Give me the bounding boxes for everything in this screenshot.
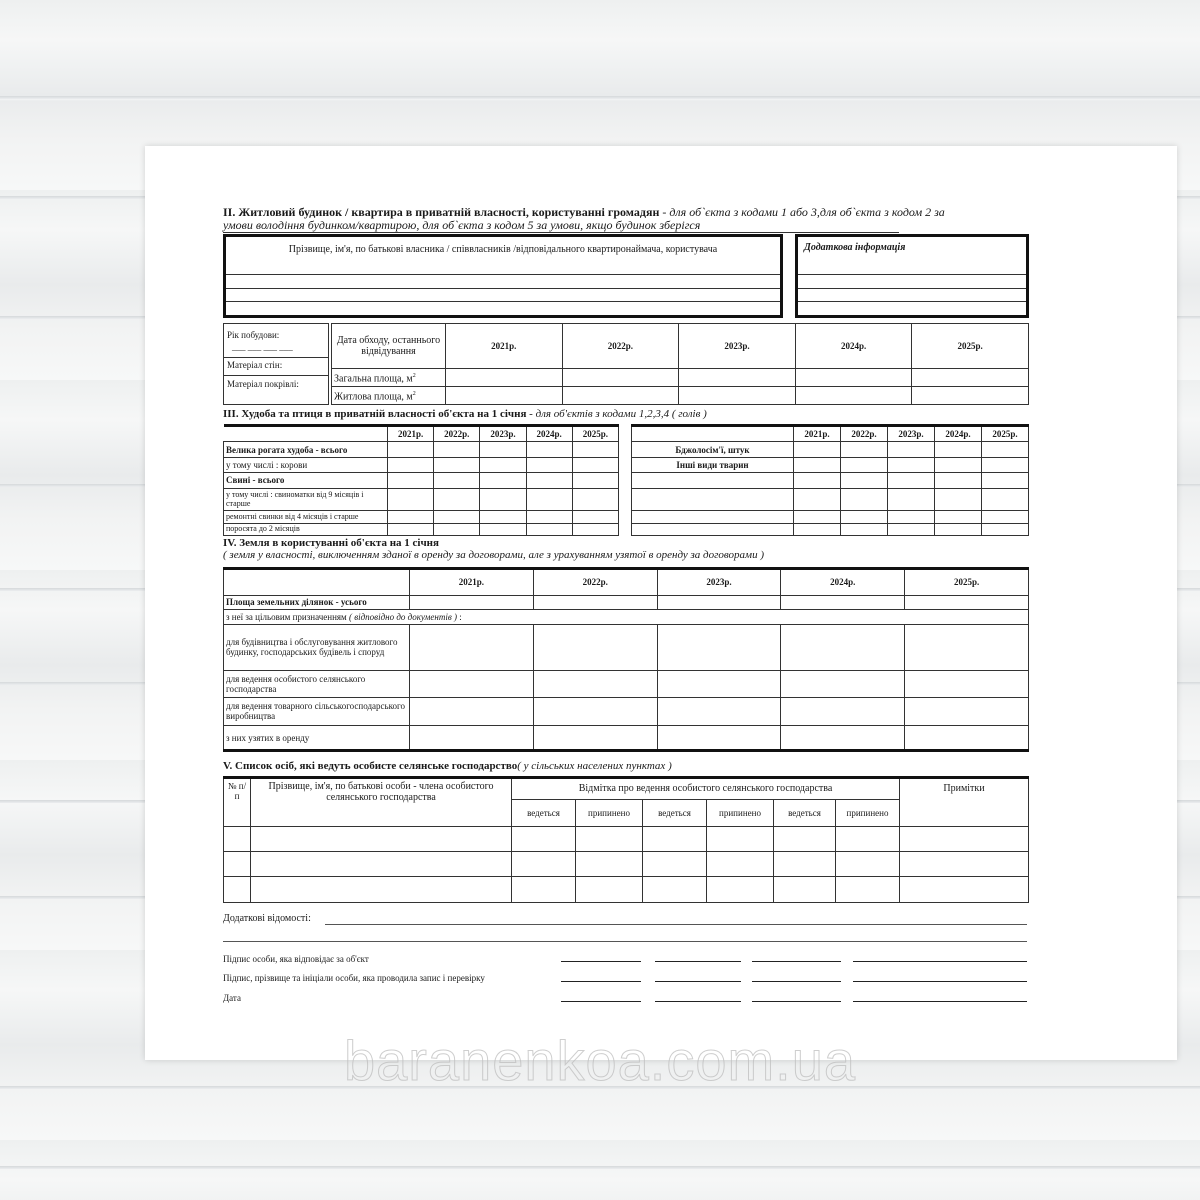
- living-area-label: [332, 387, 446, 405]
- cell[interactable]: [434, 523, 480, 535]
- form-sheet: [145, 146, 1177, 1060]
- row-label: [632, 523, 794, 535]
- cell[interactable]: [982, 473, 1029, 488]
- row-label: у тому числі : свиноматки від 9 місяців і старше: [224, 488, 388, 511]
- cell[interactable]: [935, 442, 982, 457]
- cell[interactable]: [388, 473, 434, 488]
- total-area-label: [332, 369, 446, 387]
- extra-info-line: [798, 288, 1026, 289]
- year-header: 2024р.: [781, 569, 905, 596]
- sec2-title-note: - для об`єкта з кодами 1 або 3,для об`єкта з кодом 2 за: [659, 205, 945, 219]
- signature-line[interactable]: [853, 961, 1027, 962]
- sub-col-header: ведеться: [774, 800, 836, 826]
- year-header: 2021р.: [446, 324, 563, 369]
- year-header: 2023р.: [888, 426, 935, 442]
- table-row: [224, 852, 1029, 876]
- cell[interactable]: [679, 387, 796, 405]
- extra-info-footer-line[interactable]: [223, 941, 1027, 942]
- cell[interactable]: [388, 488, 434, 511]
- sec2-title-note-2: умови володіння будинком/квартирою, для об`єкта з кодом 5 за умови, якщо будинок зберігся: [223, 218, 701, 232]
- cell[interactable]: [982, 511, 1029, 523]
- wall-material-label: Матеріал стін:: [227, 360, 283, 370]
- owners-box: [223, 234, 783, 318]
- year-header: 2025р.: [905, 569, 1029, 596]
- owners-line: [226, 274, 780, 275]
- cell[interactable]: [888, 488, 935, 511]
- table-row: [224, 826, 1029, 851]
- cell[interactable]: [224, 852, 251, 876]
- sec5-title-bold: V. Список осіб, які ведуть особисте селянське господарство: [223, 760, 518, 772]
- cell[interactable]: [657, 624, 781, 670]
- cell[interactable]: [512, 852, 576, 876]
- cell[interactable]: [935, 473, 982, 488]
- cell[interactable]: [774, 826, 836, 851]
- cell[interactable]: [912, 369, 1029, 387]
- sec4-title: [223, 537, 1023, 561]
- superscript: 2: [412, 390, 416, 397]
- cell[interactable]: [905, 697, 1029, 726]
- cell[interactable]: [888, 442, 935, 457]
- cell[interactable]: [224, 876, 251, 902]
- cell[interactable]: [657, 697, 781, 726]
- year-header: 2022р.: [434, 426, 480, 442]
- sec2-title-bold: II. Житловий будинок / квартира в приватній власності, користуванні громадян: [223, 205, 660, 219]
- cell[interactable]: [774, 852, 836, 876]
- row-label: для ведення особистого селянського господарства: [224, 670, 410, 697]
- signature-line[interactable]: [853, 1001, 1027, 1002]
- row-label: Бджолосім'ї, штук: [632, 442, 794, 457]
- roof-material-label: Матеріал покрівлі:: [227, 379, 299, 389]
- cell[interactable]: [774, 876, 836, 902]
- cell[interactable]: [781, 726, 905, 751]
- signature-line[interactable]: [752, 961, 841, 962]
- cell[interactable]: [836, 826, 900, 851]
- cell[interactable]: [410, 595, 534, 609]
- row-label: Площа земельних ділянок - усього: [224, 595, 410, 609]
- sub-col-header: припинено: [836, 800, 900, 826]
- cell[interactable]: [224, 826, 251, 851]
- cell[interactable]: [935, 488, 982, 511]
- date-label: Дата: [223, 993, 241, 1003]
- cell[interactable]: [781, 670, 905, 697]
- cell[interactable]: [480, 473, 526, 488]
- year-header: 2022р.: [841, 426, 888, 442]
- sec4-title-bold: IV. Земля в користуванні об'єкта на 1 січня: [223, 537, 439, 549]
- cell[interactable]: [836, 852, 900, 876]
- cell[interactable]: [480, 488, 526, 511]
- sec2-title: [223, 206, 1123, 232]
- sec3-title-note: - для об'єктів з кодами 1,2,3,4 ( голів ): [526, 408, 707, 420]
- col-num-header: № п/п: [224, 778, 251, 827]
- row-label: для будівництва і обслуговування житлового будинку, господарських будівель і споруд: [224, 624, 410, 670]
- cell[interactable]: [251, 826, 512, 851]
- cell[interactable]: [533, 726, 657, 751]
- row-label: ремонтні свинки від 4 місяців і старше: [224, 511, 388, 523]
- sec3-title-bold: III. Худоба та птиця в приватній власності об'єкта на 1 січня: [223, 408, 527, 420]
- cell[interactable]: [794, 457, 841, 472]
- signature-line[interactable]: [561, 1001, 641, 1002]
- sub-col-header: припинено: [707, 800, 774, 826]
- sub-col-header: припинено: [576, 800, 643, 826]
- cell[interactable]: [841, 511, 888, 523]
- corner-cell: [224, 426, 388, 442]
- extra-info-line: [798, 301, 1026, 302]
- cell[interactable]: [388, 457, 434, 472]
- cell[interactable]: [576, 876, 643, 902]
- cell[interactable]: [576, 826, 643, 851]
- year-built-blank: ___ ___ ___ ___: [232, 342, 293, 352]
- cell[interactable]: [982, 488, 1029, 511]
- sec2-title-underline: [223, 232, 899, 233]
- cell[interactable]: [410, 624, 534, 670]
- extra-info-footer-line[interactable]: [325, 924, 1027, 925]
- sec3-title: [223, 408, 1023, 420]
- persons-table: [223, 776, 1029, 903]
- extra-info-label: Додаткова інформація: [804, 242, 906, 253]
- watermark: baranenkoa.com.ua: [343, 1029, 856, 1092]
- cell[interactable]: [794, 442, 841, 457]
- row-label: поросята до 2 місяців: [224, 523, 388, 535]
- signature-line[interactable]: [655, 961, 741, 962]
- cell[interactable]: [446, 387, 563, 405]
- cell[interactable]: [251, 852, 512, 876]
- cell[interactable]: [410, 670, 534, 697]
- living-area-text: Житлова площа, м: [334, 391, 413, 403]
- row-label: для ведення товарного сільськогосподарського виробництва: [224, 697, 410, 726]
- year-header: 2024р.: [526, 426, 572, 442]
- cell[interactable]: [905, 595, 1029, 609]
- sec5-title: [223, 760, 1023, 772]
- purpose-label: з неї за цільовим призначенням: [226, 611, 347, 622]
- owners-header: Прізвище, ім'я, по батькові власника / співвласників /відповідального квартиронаймача, користувача: [288, 244, 718, 255]
- year-header: 2025р.: [572, 426, 618, 442]
- year-header: 2022р.: [562, 324, 679, 369]
- extra-info-line: [798, 274, 1026, 275]
- cell[interactable]: [781, 595, 905, 609]
- cell[interactable]: [526, 457, 572, 472]
- cell[interactable]: [841, 488, 888, 511]
- cell[interactable]: [900, 876, 1029, 902]
- cell[interactable]: [562, 369, 679, 387]
- cell[interactable]: [905, 670, 1029, 697]
- signature-line[interactable]: [752, 1001, 841, 1002]
- cell[interactable]: [643, 826, 707, 851]
- cell[interactable]: [905, 624, 1029, 670]
- cell[interactable]: [657, 670, 781, 697]
- cell[interactable]: [576, 852, 643, 876]
- cell[interactable]: [794, 511, 841, 523]
- cell[interactable]: [446, 369, 563, 387]
- land-table: [223, 567, 1029, 752]
- cell[interactable]: [935, 523, 982, 535]
- livestock-table-right: [631, 424, 1029, 536]
- cell[interactable]: [526, 511, 572, 523]
- cell[interactable]: [526, 523, 572, 535]
- sig1-label: Підпис особи, яка відповідає за об'єкт: [223, 954, 369, 964]
- year-header: 2021р.: [388, 426, 434, 442]
- cell[interactable]: [707, 826, 774, 851]
- table-row: [224, 876, 1029, 902]
- cell[interactable]: [480, 511, 526, 523]
- cell[interactable]: [781, 697, 905, 726]
- row-label: [632, 488, 794, 511]
- corner-cell: [224, 569, 410, 596]
- cell[interactable]: [935, 511, 982, 523]
- cell[interactable]: [657, 726, 781, 751]
- cell[interactable]: [480, 523, 526, 535]
- row-label: Свині - всього: [224, 473, 388, 488]
- cell[interactable]: [533, 624, 657, 670]
- cell[interactable]: [841, 523, 888, 535]
- area-table: [331, 323, 1029, 405]
- wood-plank-seam: [0, 96, 1200, 99]
- cell[interactable]: [982, 442, 1029, 457]
- signature-line[interactable]: [655, 1001, 741, 1002]
- cell[interactable]: [841, 473, 888, 488]
- signature-line[interactable]: [561, 961, 641, 962]
- cell[interactable]: [410, 726, 534, 751]
- row-label: з них узятих в оренду: [224, 726, 410, 751]
- cell[interactable]: [572, 473, 618, 488]
- cell[interactable]: [888, 457, 935, 472]
- col-notes-header: Примітки: [900, 778, 1029, 827]
- cell[interactable]: [657, 595, 781, 609]
- cell[interactable]: [434, 442, 480, 457]
- cell[interactable]: [643, 852, 707, 876]
- col-name-header: Прізвище, ім'я, по батькові особи - члена особистого селянського господарства: [251, 778, 512, 827]
- cell[interactable]: [707, 876, 774, 902]
- year-header: 2021р.: [794, 426, 841, 442]
- livestock-table-left: [223, 424, 619, 536]
- cell[interactable]: [434, 511, 480, 523]
- cell[interactable]: [512, 826, 576, 851]
- cell[interactable]: [533, 670, 657, 697]
- cell[interactable]: [982, 457, 1029, 472]
- cell[interactable]: [572, 457, 618, 472]
- cell[interactable]: [707, 852, 774, 876]
- year-header: 2024р.: [935, 426, 982, 442]
- cell[interactable]: [526, 473, 572, 488]
- signature-line[interactable]: [655, 981, 741, 982]
- owners-line: [226, 301, 780, 302]
- purpose-colon: :: [457, 611, 462, 622]
- sec5-title-note: ( у сільських населених пунктах ): [517, 760, 672, 772]
- year-header: 2023р.: [480, 426, 526, 442]
- cell[interactable]: [572, 442, 618, 457]
- cell[interactable]: [526, 442, 572, 457]
- cell[interactable]: [912, 387, 1029, 405]
- cell[interactable]: [795, 387, 912, 405]
- cell[interactable]: [533, 697, 657, 726]
- cell[interactable]: [836, 876, 900, 902]
- cell[interactable]: [795, 369, 912, 387]
- superscript: 2: [412, 372, 416, 379]
- row-label: [632, 473, 794, 488]
- year-header: 2024р.: [795, 324, 912, 369]
- cell[interactable]: [841, 457, 888, 472]
- visit-date-header: Дата обходу, останнього відвідування: [332, 324, 446, 369]
- cell[interactable]: [888, 511, 935, 523]
- cell[interactable]: [900, 852, 1029, 876]
- sub-col-header: ведеться: [643, 800, 707, 826]
- total-area-text: Загальна площа, м: [334, 373, 413, 385]
- cell[interactable]: [794, 523, 841, 535]
- cell[interactable]: [410, 697, 534, 726]
- cell[interactable]: [905, 726, 1029, 751]
- cell[interactable]: [643, 876, 707, 902]
- cell[interactable]: [794, 488, 841, 511]
- cell[interactable]: [251, 876, 512, 902]
- purpose-note: ( відповідно до документів ): [348, 611, 458, 622]
- cell[interactable]: [841, 442, 888, 457]
- cell[interactable]: [572, 488, 618, 511]
- signature-line[interactable]: [853, 981, 1027, 982]
- purpose-row: [224, 610, 1029, 624]
- cell[interactable]: [388, 442, 434, 457]
- owners-line: [226, 288, 780, 289]
- cell[interactable]: [388, 523, 434, 535]
- cell[interactable]: [679, 369, 796, 387]
- sig2-label: Підпис, прізвище та ініціали особи, яка проводила запис і перевірку: [223, 973, 485, 983]
- wood-plank-seam: [0, 1166, 1200, 1169]
- row-label: Інші види тварин: [632, 457, 794, 472]
- year-header: 2021р.: [410, 569, 534, 596]
- sub-col-header: ведеться: [512, 800, 576, 826]
- extra-info-box: [795, 234, 1029, 318]
- cell[interactable]: [434, 457, 480, 472]
- year-header: 2023р.: [657, 569, 781, 596]
- cell[interactable]: [572, 523, 618, 535]
- sec4-subtitle: ( земля у власності, виключенням зданої в оренду за договорами, але з урахуванням узятої в оренду за договорами ): [223, 549, 764, 561]
- signature-line[interactable]: [561, 981, 641, 982]
- signature-line[interactable]: [752, 981, 841, 982]
- year-header: 2022р.: [533, 569, 657, 596]
- row-label: Велика рогата худоба - всього: [224, 442, 388, 457]
- cell[interactable]: [480, 442, 526, 457]
- cell[interactable]: [888, 523, 935, 535]
- cell[interactable]: [434, 488, 480, 511]
- cell[interactable]: [888, 473, 935, 488]
- year-built-label: Рік побудови:: [227, 330, 280, 340]
- cell[interactable]: [935, 457, 982, 472]
- divider: [224, 357, 328, 358]
- cell[interactable]: [572, 511, 618, 523]
- cell[interactable]: [512, 876, 576, 902]
- cell[interactable]: [794, 473, 841, 488]
- corner-cell: [632, 426, 794, 442]
- year-header: 2023р.: [679, 324, 796, 369]
- cell[interactable]: [388, 511, 434, 523]
- building-info-box: [223, 323, 329, 405]
- year-header: 2025р.: [912, 324, 1029, 369]
- row-label: [632, 511, 794, 523]
- extra-info-footer-label: Додаткові відомості:: [223, 913, 311, 924]
- cell[interactable]: [562, 387, 679, 405]
- cell[interactable]: [526, 488, 572, 511]
- col-mark-header: Відмітка про ведення особистого селянського господарства: [512, 778, 900, 800]
- cell[interactable]: [982, 523, 1029, 535]
- cell[interactable]: [480, 457, 526, 472]
- cell[interactable]: [781, 624, 905, 670]
- cell[interactable]: [900, 826, 1029, 851]
- year-header: 2025р.: [982, 426, 1029, 442]
- row-label: у тому числі : корови: [224, 457, 388, 472]
- cell[interactable]: [533, 595, 657, 609]
- divider: [224, 375, 328, 376]
- cell[interactable]: [434, 473, 480, 488]
